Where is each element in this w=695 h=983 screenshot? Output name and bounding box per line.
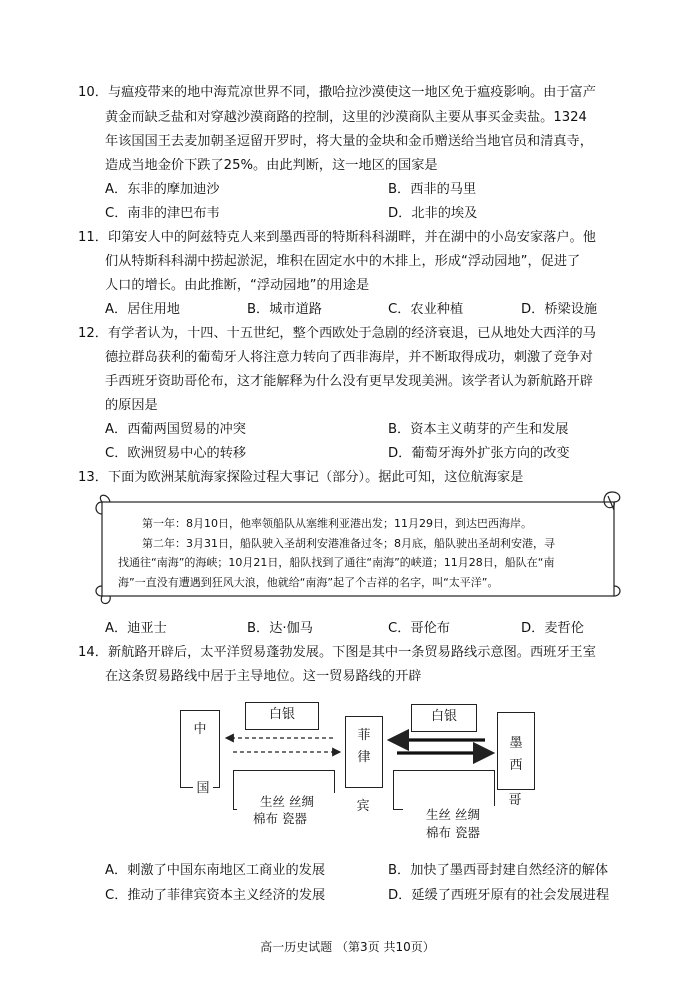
q10-stem-line-3: 年该国国王去麦加朝圣逗留开罗时，将大量的金块和金币赠送给当地官员和清真寺，	[105, 134, 593, 149]
scroll-line-4: 海”一直没有遭遇到狂风大浪，他就给“南海”起了个吉祥的名字，叫“太平洋”。	[118, 575, 499, 589]
q14-option-b[interactable]: B．加快了墨西哥封建自然经济的解体	[388, 863, 609, 878]
scroll-line-3: 找通往“南海”的海峡；10月21日，船队找到了通往“南海”的峡道；11月28日，船队在“南	[118, 556, 555, 569]
philippines-label-1: 菲	[357, 728, 371, 743]
goods-box-right	[393, 770, 495, 810]
q12-option-a[interactable]: A．西葡两国贸易的冲突	[105, 422, 246, 437]
q10-option-b[interactable]: B．西非的马里	[388, 182, 477, 197]
q12-option-b[interactable]: B．资本主义萌芽的产生和发展	[388, 422, 569, 437]
q10-option-a[interactable]: A．东非的摩加迪沙	[105, 182, 220, 197]
q14-option-c[interactable]: C．推动了菲律宾资本主义经济的发展	[105, 888, 326, 903]
scroll-line-1: 第一年：8月10日，他率领船队从塞维利亚港出发；11月29日，到达巴西海岸。	[142, 517, 532, 530]
page-footer: 高一历史试题 （第3页 共10页）	[260, 940, 435, 954]
scroll-line-2: 第二年：3月31日，船队驶入圣胡利安港准备过冬；8月底，船队驶出圣胡利安港，寻	[142, 536, 555, 550]
q13-option-d[interactable]: D．麦哲伦	[521, 621, 584, 636]
philippines-box	[345, 716, 383, 788]
silver-box-left	[245, 702, 319, 730]
china-box	[180, 710, 220, 788]
q11-option-c[interactable]: C．农业种植	[388, 302, 464, 317]
goods-left-line-1: 生丝 丝绸	[237, 793, 337, 810]
q12-stem-line-3: 手西班牙资助哥伦布，这才能解释为什么没有更早发现美洲。该学者认为新航路开辟	[105, 374, 593, 389]
china-label-2: 国	[193, 780, 213, 797]
goods-right-line-2: 棉布 瓷器	[426, 825, 480, 840]
q11-stem-line-2: 们从特斯科科湖中捞起淤泥，堆积在固定水中的木排上，形成“浮动园地”，促进了	[105, 254, 581, 269]
trade-route-diagram	[175, 700, 555, 850]
q10-stem-line-2: 黄金而缺乏盐和对穿越沙漠商路的控制，这里的沙漠商队主要从事买金卖盐。1324	[105, 110, 587, 125]
q10-stem-line-4: 造成当地金价下跌了25%。由此判断，这一地区的国家是	[105, 158, 438, 173]
mexico-label-3: 哥	[508, 793, 522, 808]
philippines-label-3: 宾	[356, 799, 370, 814]
silver-box-right	[411, 704, 477, 732]
philippines-label-2: 律	[357, 750, 371, 765]
q12-stem-line-1: 12．有学者认为，十四、十五世纪，整个西欧处于急剧的经济衰退，已从地处大西洋的马	[78, 326, 596, 341]
q13-stem-line-1: 13．下面为欧洲某航海家探险过程大事记（部分）。据此可知，这位航海家是	[78, 470, 524, 485]
scroll-timeline-box	[92, 490, 622, 608]
mexico-box	[497, 712, 535, 790]
q11-option-b[interactable]: B．城市道路	[247, 302, 322, 317]
q10-stem-line-1: 10．与瘟疫带来的地中海荒凉世界不同，撒哈拉沙漠使这一地区免于瘟疫影响。由于富产	[78, 85, 596, 100]
q14-stem-line-1: 14．新航路开辟后，太平洋贸易蓬勃发展。下图是其中一条贸易路线示意图。西班牙王室	[78, 645, 596, 660]
china-label-1: 中	[193, 722, 207, 737]
q10-option-c[interactable]: C．南非的津巴布韦	[105, 206, 220, 221]
mexico-label-2: 西	[509, 758, 523, 773]
q11-stem-line-3: 人口的增长。由此推断，“浮动园地”的用途是	[105, 278, 370, 293]
q14-option-a[interactable]: A．刺激了中国东南地区工商业的发展	[105, 863, 326, 878]
q11-stem-line-1: 11．印第安人中的阿兹特克人来到墨西哥的特斯科科湖畔，并在湖中的小岛安家落户。他	[78, 230, 596, 245]
q12-stem-line-2: 德拉群岛获利的葡萄牙人将注意力转向了西非海岸，并不断取得成功，刺激了竞争对	[105, 350, 593, 365]
q14-option-d[interactable]: D．延缓了西班牙原有的社会发展进程	[388, 888, 610, 903]
q13-option-c[interactable]: C．哥伦布	[388, 621, 450, 636]
mexico-label-1: 墨	[509, 736, 523, 751]
q14-stem-line-2: 在这条贸易路线中居于主导地位。这一贸易路线的开辟	[105, 669, 422, 684]
silver-label-right: 白银	[430, 709, 457, 724]
goods-left-line-2: 棉布 瓷器	[253, 811, 307, 826]
goods-right-line-1: 生丝 丝绸	[403, 806, 503, 823]
q13-option-b[interactable]: B．达·伽马	[247, 621, 313, 636]
q13-option-a[interactable]: A．迪亚士	[105, 621, 167, 636]
silver-label-left: 白银	[268, 707, 295, 722]
q12-stem-line-4: 的原因是	[105, 398, 158, 413]
q10-option-d[interactable]: D．北非的埃及	[388, 206, 478, 221]
q11-option-a[interactable]: A．居住用地	[105, 302, 180, 317]
q11-option-d[interactable]: D．桥梁设施	[521, 302, 598, 317]
q12-option-d[interactable]: D．葡萄牙海外扩张方向的改变	[388, 446, 570, 461]
q12-option-c[interactable]: C．欧洲贸易中心的转移	[105, 446, 247, 461]
